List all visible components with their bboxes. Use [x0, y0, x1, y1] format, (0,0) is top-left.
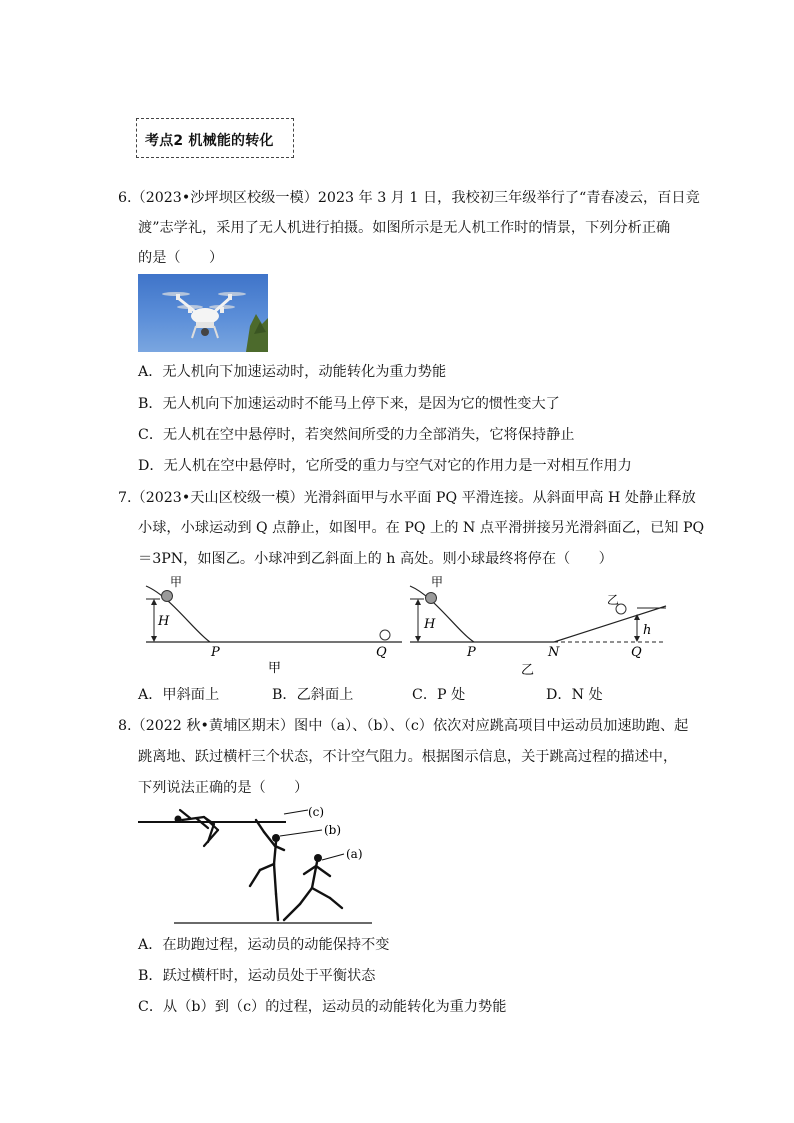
q7-option-c: C．P 处: [412, 687, 466, 703]
section-title: 考点2 机械能的转化: [145, 133, 274, 149]
label-yi-slope: 乙: [607, 593, 620, 607]
athlete-c: [175, 810, 219, 846]
q6-stem-line-2: 渡”志学礼，采用了无人机进行拍摄。如图所示是无人机工作时的情景，下列分析正确: [138, 220, 671, 236]
label-b: (b): [324, 823, 342, 837]
caption-jia: 甲: [268, 661, 282, 676]
q7-stem-line-3: ＝3PN，如图乙。小球冲到乙斜面上的 h 高处。则小球最终将停在（ ）: [138, 551, 613, 567]
athlete-b: [250, 820, 284, 920]
q8-stem-line-1: 8.（2022 秋•黄埔区期末）图中（a）、（b）、（c）依次对应跳高项目中运动员加速助跑、起: [118, 718, 689, 734]
label-c: (c): [308, 805, 325, 819]
q6-option-c: C．无人机在空中悬停时，若突然间所受的力全部消失，它将保持静止: [138, 427, 575, 443]
label-yi-ball: 甲: [431, 575, 444, 589]
ball-jia: [162, 591, 173, 602]
label-h: h: [643, 623, 652, 638]
q7-option-a: A．甲斜面上: [138, 687, 220, 703]
label-N: N: [548, 645, 560, 660]
athlete-a: [284, 854, 342, 920]
section-heading-box: [136, 118, 294, 158]
q7-figures: [140, 572, 680, 678]
q7-stem-line-1: 7.（2023•天山区校级一模）光滑斜面甲与水平面 PQ 平滑连接。从斜面甲高 H 处静止释放: [118, 490, 696, 506]
label-H-yi: H: [424, 617, 436, 632]
label-a: (a): [346, 847, 363, 861]
ball-yi-start: [426, 593, 437, 604]
q6-option-d: D．无人机在空中悬停时，它所受的重力与空气对它的作用力是一对相互作用力: [138, 458, 632, 474]
figure-yi: [410, 575, 666, 678]
q8-option-b: B．跃过横杆时，运动员处于平衡状态: [138, 968, 376, 984]
q8-stem-line-3: 下列说法正确的是（ ）: [138, 780, 309, 796]
q6-stem-line-3: 的是（ ）: [138, 250, 224, 266]
label-Q-yi: Q: [631, 645, 642, 660]
label-jia-ball: 甲: [170, 575, 183, 589]
label-P: P: [211, 645, 220, 660]
q8-option-a: A．在助跑过程，运动员的动能保持不变: [138, 937, 390, 953]
label-H: H: [158, 614, 170, 629]
drone-photo: [138, 274, 268, 352]
q6-option-b: B．无人机向下加速运动时不能马上停下来，是因为它的惯性变大了: [138, 396, 560, 412]
q7-stem-line-2: 小球，小球运动到 Q 点静止，如图甲。在 PQ 上的 N 点平滑拼接另光滑斜面乙，已知 PQ: [138, 520, 705, 536]
high-jump-figure: [134, 800, 380, 930]
q6-stem-line-1: 6.（2023•沙坪坝区校级一模）2023 年 3 月 1 日，我校初三年级举行了“青春凌云，百日竞: [118, 190, 700, 206]
label-Q: Q: [376, 645, 387, 660]
q7-option-b: B．乙斜面上: [272, 687, 354, 703]
caption-yi: 乙: [521, 663, 535, 678]
q8-option-c: C．从（b）到（c）的过程，运动员的动能转化为重力势能: [138, 999, 507, 1015]
q8-stem-line-2: 跳离地、跃过横杆三个状态，不计空气阻力。根据图示信息，关于跳高过程的描述中，: [138, 749, 678, 765]
ball-at-q: [380, 630, 390, 640]
label-P-yi: P: [467, 645, 476, 660]
figure-jia: [146, 575, 402, 676]
q6-option-a: A．无人机向下加速运动时，动能转化为重力势能: [138, 364, 447, 380]
q7-option-d: D．N 处: [546, 687, 603, 703]
